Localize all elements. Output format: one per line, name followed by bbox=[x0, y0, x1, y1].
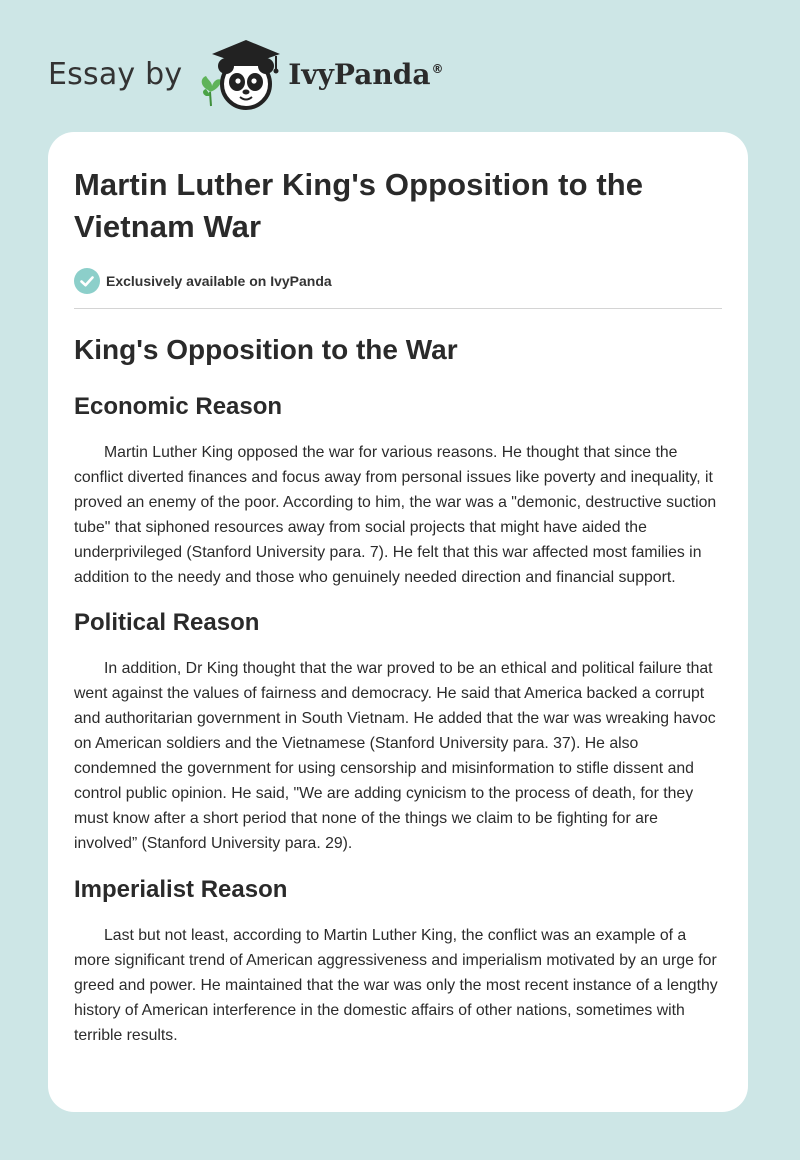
check-circle-icon bbox=[74, 268, 100, 294]
panda-graduation-cap-icon[interactable] bbox=[194, 34, 286, 114]
paragraph-political: In addition, Dr King thought that the war proved to be an ethical and political failure that went against the values of fairness and democracy. He said that America backed a corrupt and authoritarian government in South Vietnam. He added that the war was wreaking havoc on American soldiers and the Vietnamese (Stanford University para. 37). He also condemned the government for using censorship and misinformation to stifle dissent and control public opinion. He said, "We are adding cynicism to the process of death, for they must know after a short period that none of the things we claim to be fighting for are involved” (Stanford University para. 29). bbox=[74, 660, 716, 852]
exclusive-label: Exclusively available on IvyPanda bbox=[106, 273, 332, 289]
brand-name-text: IvyPanda bbox=[288, 57, 431, 91]
exclusive-badge bbox=[74, 268, 722, 294]
brand-name[interactable] bbox=[288, 58, 443, 91]
brand-prefix: Essay by bbox=[48, 56, 183, 92]
subheading-imperialist: Imperialist Reason bbox=[74, 876, 288, 903]
divider bbox=[74, 308, 722, 309]
section-heading: King's Opposition to the War bbox=[74, 334, 458, 365]
subheading-economic: Economic Reason bbox=[74, 393, 283, 420]
registered-mark: ® bbox=[431, 62, 444, 77]
paragraph-imperialist: Last but not least, according to Martin Luther King, the conflict was an example of a more significant trend of American aggressiveness and imperialism motivated by an urge for greed and power. He maintained that the war was only the most recent instance of a lengthy history of American interference in the domestic affairs of other nations, sometimes with terrible results. bbox=[74, 927, 718, 1044]
brand-header bbox=[48, 34, 443, 114]
page-title: Martin Luther King's Opposition to the Vietnam War bbox=[74, 167, 644, 244]
essay-card bbox=[48, 132, 748, 1112]
subheading-political: Political Reason bbox=[74, 609, 260, 636]
paragraph-economic: Martin Luther King opposed the war for various reasons. He thought that since the conflict diverted finances and focus away from personal issues like poverty and inequality, it proved an enemy of the poor. According to him, the war was a "demonic, destructive suction tube" that siphoned resources away from social projects that might have aided the underprivileged (Stanford University para. 7). He felt that this war affected most families in addition to the needy and those who genuinely needed direction and financial support. bbox=[74, 444, 717, 586]
